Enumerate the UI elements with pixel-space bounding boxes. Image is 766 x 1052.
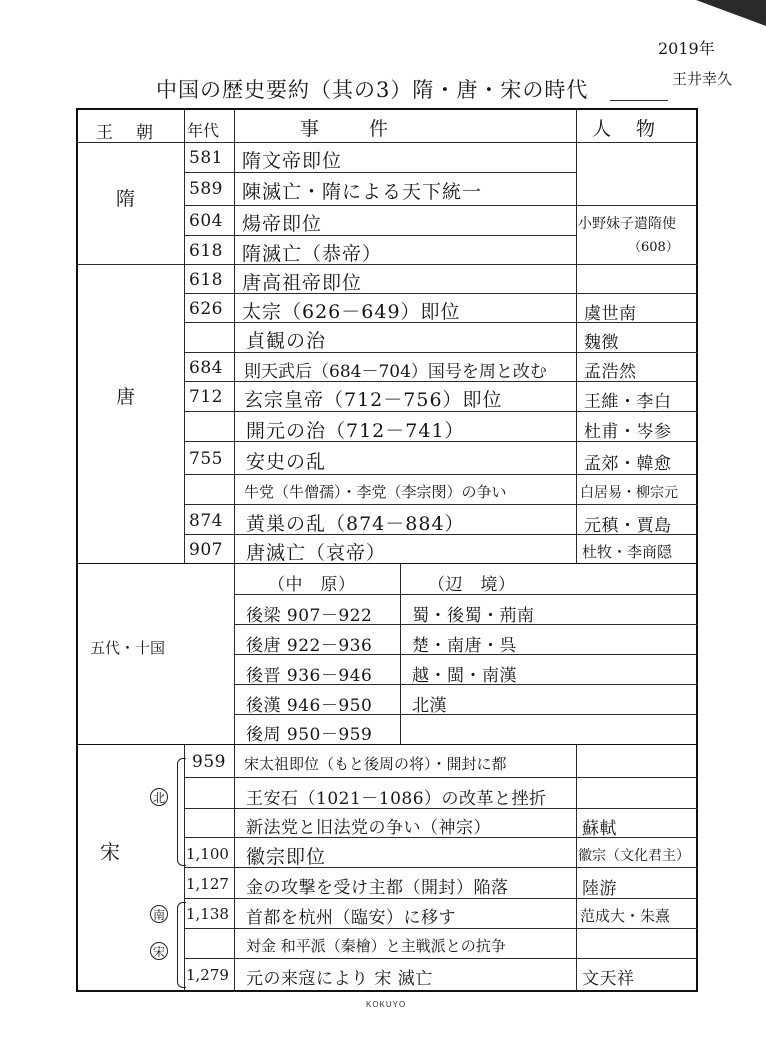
table-row-year: 1,127: [186, 875, 229, 893]
table-row-event: 宋太祖即位（もと後周の将）・開封に都: [244, 755, 507, 773]
table-row-year: 604: [189, 211, 223, 231]
table-row-person: 陸游: [582, 879, 617, 899]
table-row-person: 元稹・賈島: [584, 516, 672, 536]
table-row-year: 907: [189, 540, 223, 560]
table-row-person: 孟浩然: [584, 362, 637, 382]
column-header-event: 事 件: [300, 118, 393, 140]
table-row-person: （608）: [628, 240, 679, 255]
table-row-year: 1,138: [186, 905, 229, 923]
column-header-year: 年代: [187, 121, 220, 140]
table-row-event: 新法党と旧法党の争い（神宗）: [246, 818, 491, 838]
table-row-event: 牛党（牛僧孺）・李党（李宗閔）の争い: [244, 483, 507, 501]
table-row-person: 文天祥: [582, 969, 635, 989]
list-item: 北漢: [412, 696, 447, 716]
page-title: 中国の歴史要約（其の3）隋・唐・宋の時代: [156, 78, 589, 102]
table-row-year: 755: [189, 449, 223, 469]
table-row-event: 開元の治（712－741）: [246, 420, 465, 442]
table-row-event: 黄巣の乱（874－884）: [246, 513, 465, 535]
table-row-person: 王維・李白: [584, 392, 672, 412]
table-row-year: 1,279: [186, 966, 229, 984]
northern-song-bracket: [177, 758, 186, 866]
table-row-year: 874: [189, 511, 223, 531]
table-row-year: 618: [189, 241, 223, 261]
table-row-event: 対金 和平派（秦檜）と主戦派との抗争: [246, 937, 506, 955]
dynasty-song: 宋: [100, 840, 120, 864]
folded-corner: [696, 0, 766, 26]
wudai-left-header: （中 原）: [268, 575, 356, 595]
dynasty-wudai: 五代・十国: [90, 639, 166, 657]
table-row-event: 首都を杭州（臨安）に移す: [246, 908, 456, 928]
northern-label: 北: [150, 788, 168, 806]
table-row-person: 孟郊・韓愈: [584, 454, 672, 474]
title-underline: [610, 100, 668, 101]
footer-brand: KOKUYO: [366, 1000, 407, 1009]
table-row-person: 虞世南: [584, 304, 637, 324]
table-row-event: 隋文帝即位: [242, 150, 343, 172]
table-row-year: 626: [189, 299, 223, 319]
table-row-year: 1,100: [186, 845, 229, 863]
dynasty-sui: 隋: [116, 188, 137, 210]
southern-label: 南: [150, 905, 168, 923]
song-small-label: 宋: [150, 942, 168, 960]
column-header-person: 人 物: [592, 118, 659, 140]
table-row-event: 玄宗皇帝（712－756）即位: [244, 389, 503, 411]
column-header-dynasty: 王 朝: [96, 123, 156, 143]
list-item: 越・閩・南漢: [412, 666, 517, 686]
table-row-event: 唐滅亡（哀帝）: [246, 542, 387, 564]
table-row-person: 小野妹子遣隋使: [578, 216, 676, 232]
table-row-year: 712: [189, 387, 223, 407]
list-item: 後晋 936－946: [246, 666, 373, 686]
table-row-year: 589: [189, 179, 223, 199]
list-item: 後梁 907－922: [246, 606, 373, 626]
table-row-event: 元の来寇により 宋 滅亡: [246, 969, 433, 989]
table-row-year: 684: [189, 358, 223, 378]
table-row-event: 則天武后（684－704）国号を周と改む: [244, 362, 547, 382]
table-row-event: 貞観の治: [246, 330, 327, 352]
table-row-event: 王安石（1021－1086）の改革と挫折: [246, 789, 547, 809]
dynasty-tang: 唐: [116, 386, 137, 408]
table-row-person: 杜甫・岑参: [584, 422, 672, 442]
table-row-event: 煬帝即位: [242, 213, 323, 235]
wudai-right-header: （辺 境）: [428, 575, 516, 595]
table-row-person: 范成大・朱熹: [580, 907, 671, 925]
table-row-event: 徽宗即位: [246, 846, 327, 868]
table-row-event: 安史の乱: [246, 451, 327, 473]
list-item: 後唐 922－936: [246, 636, 373, 656]
list-item: 後周 950－959: [246, 725, 373, 745]
table-row-event: 金の攻撃を受け主都（開封）陥落: [246, 878, 509, 898]
table-row-event: 陳滅亡・隋による天下統一: [242, 181, 483, 203]
table-row-person: 魏徴: [584, 333, 619, 353]
table-row-year: 618: [189, 270, 223, 290]
table-row-person: 蘇軾: [582, 819, 617, 839]
list-item: 後漢 946－950: [246, 696, 373, 716]
table-row-event: 隋滅亡（恭帝）: [242, 243, 383, 265]
table-row-year: 581: [189, 148, 223, 168]
southern-song-bracket: [177, 902, 186, 988]
table-row-person: 徽宗（文化君主）: [578, 848, 690, 864]
table-row-event: 太宗（626－649）即位: [242, 301, 461, 323]
date-label: 2019年: [658, 39, 715, 58]
list-item: 蜀・後蜀・荊南: [412, 606, 535, 626]
table-row-year: 959: [192, 752, 226, 772]
table-row-person: 白居易・柳宗元: [580, 485, 678, 501]
list-item: 楚・南唐・呉: [412, 636, 517, 656]
table-row-event: 唐高祖帝即位: [242, 272, 363, 294]
table-row-person: 杜牧・李商隠: [582, 543, 673, 561]
author-name: 王井幸久: [672, 70, 733, 88]
